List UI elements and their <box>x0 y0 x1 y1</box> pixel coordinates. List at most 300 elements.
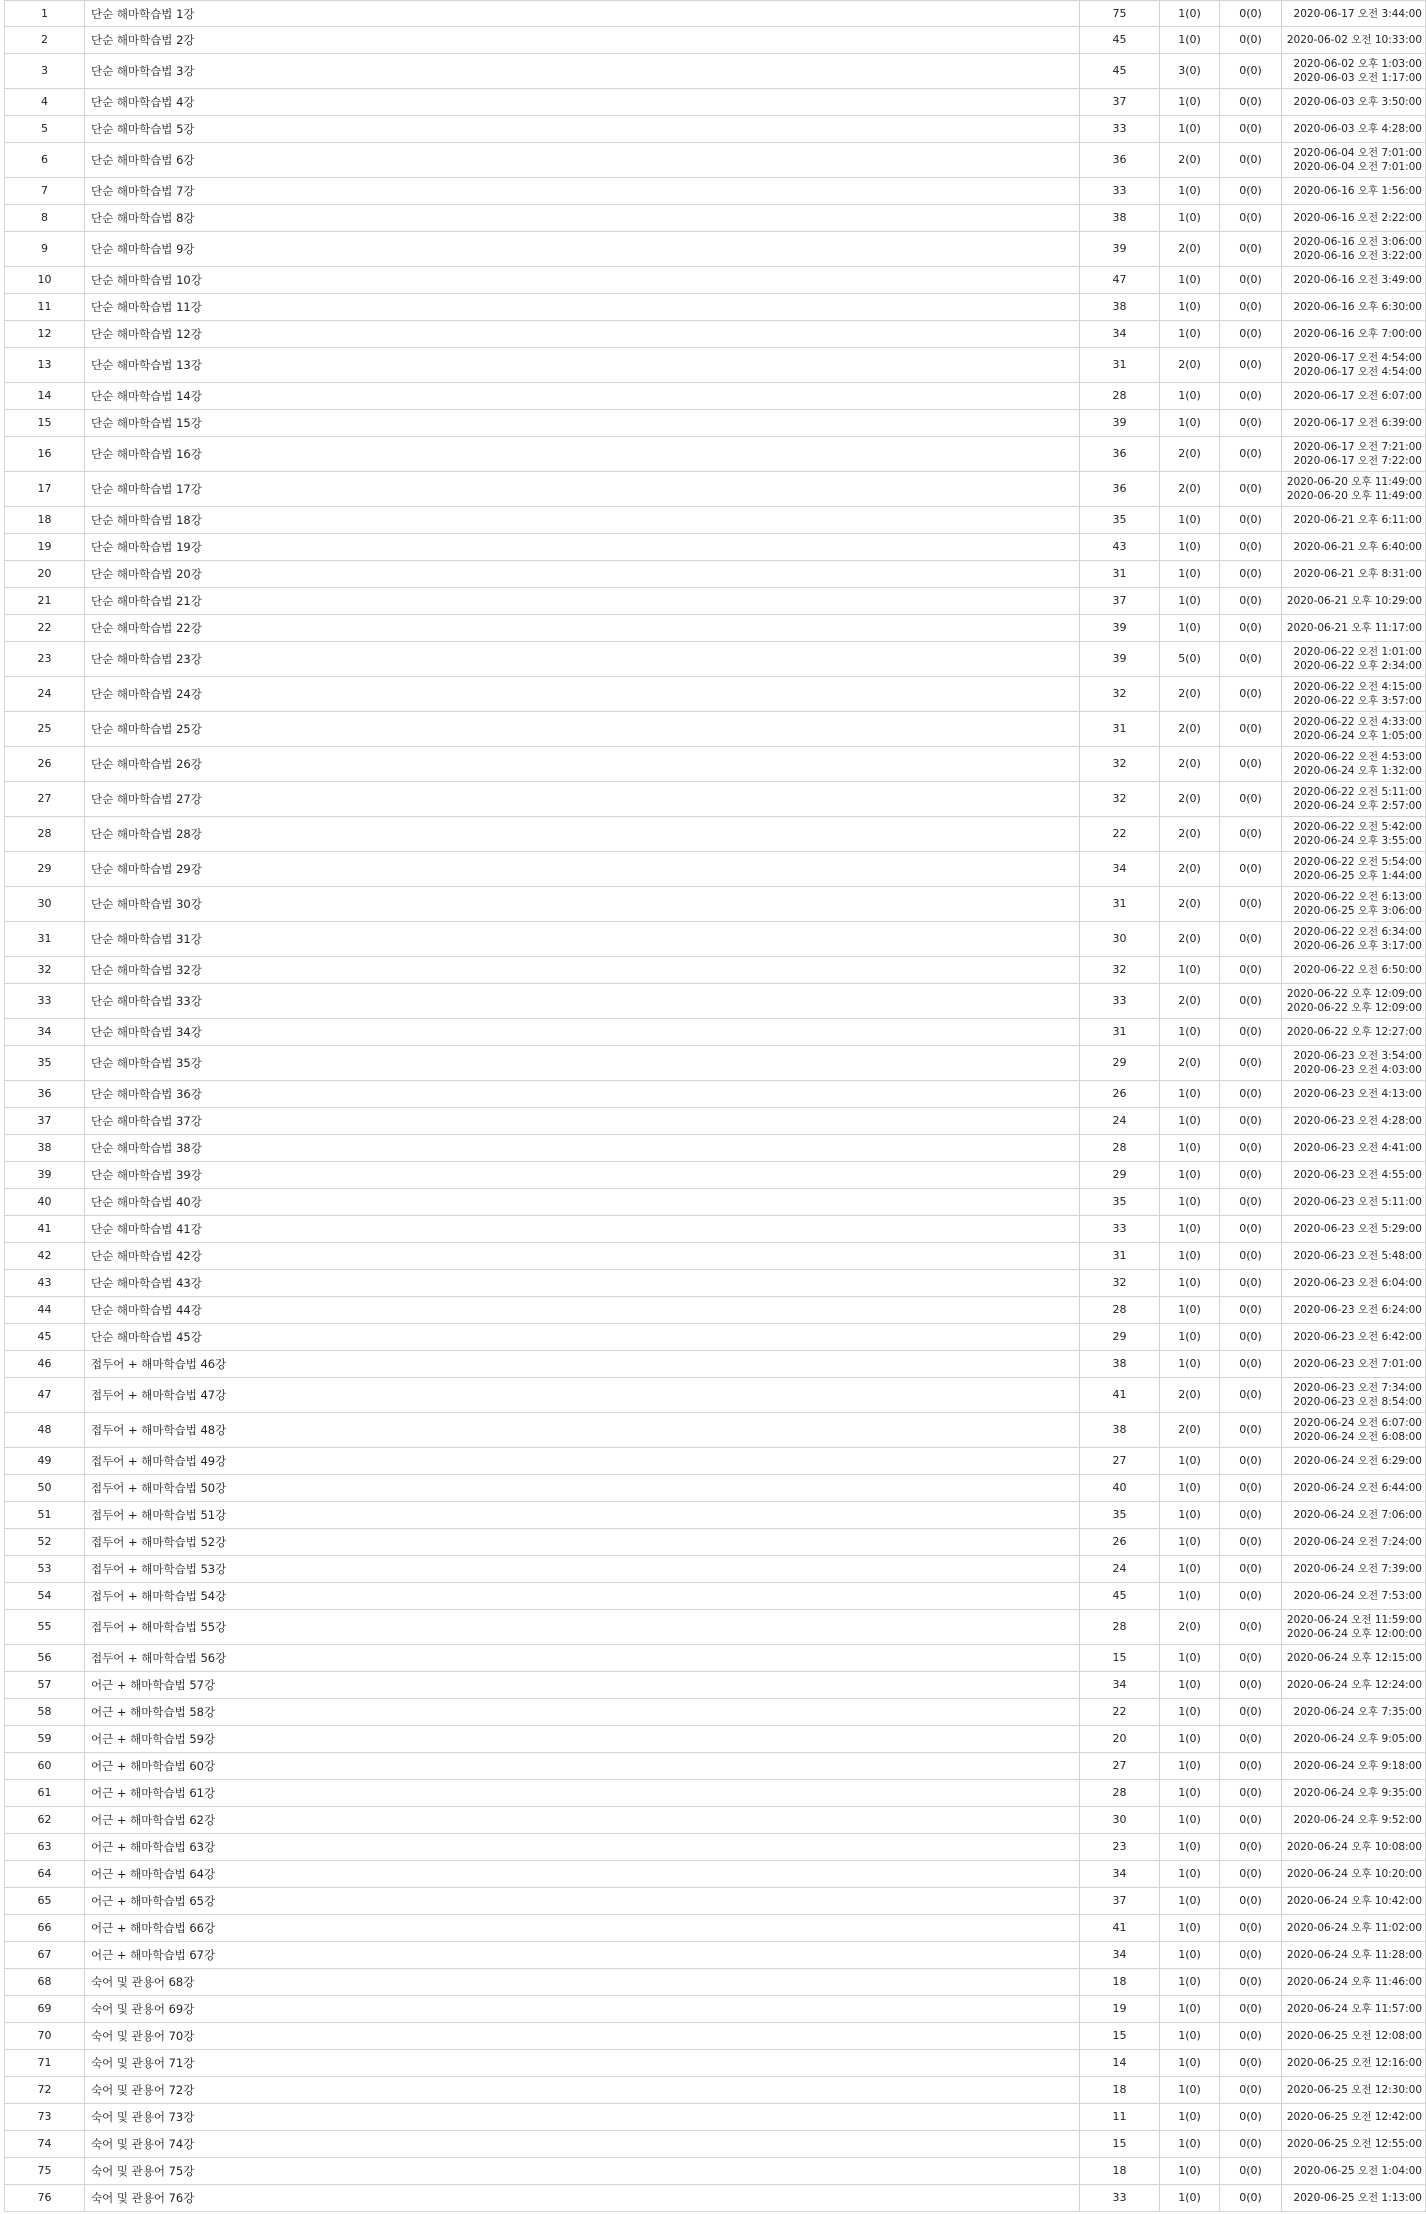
datetime-line: 2020-06-23 오전 7:01:00 <box>1293 1358 1422 1370</box>
error-count: 0(0) <box>1219 1556 1281 1582</box>
study-datetime <box>1281 1753 1426 1779</box>
error-count: 0(0) <box>1219 1699 1281 1725</box>
table-row <box>4 205 1426 232</box>
table-row <box>4 534 1426 561</box>
lecture-length: 33 <box>1079 1216 1159 1242</box>
view-count: 2(0) <box>1159 437 1219 471</box>
lecture-length: 15 <box>1079 2131 1159 2157</box>
lecture-length: 32 <box>1079 677 1159 711</box>
error-count: 0(0) <box>1219 1243 1281 1269</box>
error-count: 0(0) <box>1219 2104 1281 2130</box>
view-count: 2(0) <box>1159 232 1219 266</box>
datetime-line: 2020-06-23 오전 4:03:00 <box>1293 1064 1422 1076</box>
lecture-title: 단순 해마학습법 13강 <box>84 348 1079 382</box>
table-row <box>4 1699 1426 1726</box>
study-datetime <box>1281 561 1426 587</box>
view-count: 1(0) <box>1159 2104 1219 2130</box>
lecture-title: 단순 해마학습법 41강 <box>84 1216 1079 1242</box>
lecture-title: 어근 + 해마학습법 57강 <box>84 1672 1079 1698</box>
error-count: 0(0) <box>1219 205 1281 231</box>
lecture-length: 35 <box>1079 507 1159 533</box>
study-datetime <box>1281 294 1426 320</box>
lecture-length: 36 <box>1079 143 1159 177</box>
error-count: 0(0) <box>1219 1448 1281 1474</box>
row-number: 66 <box>4 1915 84 1941</box>
row-number: 2 <box>4 27 84 53</box>
datetime-line: 2020-06-22 오전 5:11:00 <box>1293 786 1422 798</box>
error-count: 0(0) <box>1219 1529 1281 1555</box>
lecture-length: 43 <box>1079 534 1159 560</box>
row-number: 54 <box>4 1583 84 1609</box>
study-datetime <box>1281 1189 1426 1215</box>
lecture-title: 단순 해마학습법 24강 <box>84 677 1079 711</box>
row-number: 20 <box>4 561 84 587</box>
view-count: 2(0) <box>1159 1610 1219 1644</box>
table-row <box>4 2023 1426 2050</box>
error-count: 0(0) <box>1219 1502 1281 1528</box>
error-count: 0(0) <box>1219 116 1281 142</box>
row-number: 74 <box>4 2131 84 2157</box>
study-datetime <box>1281 1413 1426 1447</box>
error-count: 0(0) <box>1219 89 1281 115</box>
datetime-line: 2020-06-21 오후 6:40:00 <box>1293 541 1422 553</box>
study-datetime <box>1281 1556 1426 1582</box>
row-number: 17 <box>4 472 84 506</box>
row-number: 60 <box>4 1753 84 1779</box>
error-count: 0(0) <box>1219 561 1281 587</box>
table-row <box>4 1081 1426 1108</box>
lecture-length: 14 <box>1079 2050 1159 2076</box>
row-number: 30 <box>4 887 84 921</box>
view-count: 1(0) <box>1159 410 1219 436</box>
datetime-line: 2020-06-22 오전 4:53:00 <box>1293 751 1422 763</box>
datetime-line: 2020-06-23 오전 4:28:00 <box>1293 1115 1422 1127</box>
table-row <box>4 1780 1426 1807</box>
table-row <box>4 1529 1426 1556</box>
view-count: 1(0) <box>1159 1297 1219 1323</box>
lecture-length: 34 <box>1079 852 1159 886</box>
error-count: 0(0) <box>1219 1861 1281 1887</box>
datetime-line: 2020-06-25 오전 12:55:00 <box>1286 2138 1422 2150</box>
lecture-title: 단순 해마학습법 39강 <box>84 1162 1079 1188</box>
view-count: 1(0) <box>1159 1888 1219 1914</box>
error-count: 0(0) <box>1219 321 1281 347</box>
view-count: 1(0) <box>1159 1556 1219 1582</box>
row-number: 58 <box>4 1699 84 1725</box>
row-number: 34 <box>4 1019 84 1045</box>
datetime-line: 2020-06-21 오후 8:31:00 <box>1293 568 1422 580</box>
lecture-title: 단순 해마학습법 15강 <box>84 410 1079 436</box>
study-datetime <box>1281 1780 1426 1806</box>
row-number: 69 <box>4 1996 84 2022</box>
table-row <box>4 267 1426 294</box>
lecture-title: 어근 + 해마학습법 61강 <box>84 1780 1079 1806</box>
datetime-line: 2020-06-24 오전 6:29:00 <box>1293 1455 1422 1467</box>
lecture-length: 18 <box>1079 2077 1159 2103</box>
view-count: 1(0) <box>1159 321 1219 347</box>
row-number: 75 <box>4 2158 84 2184</box>
error-count: 0(0) <box>1219 1610 1281 1644</box>
study-datetime <box>1281 588 1426 614</box>
error-count: 0(0) <box>1219 984 1281 1018</box>
table-row <box>4 2077 1426 2104</box>
datetime-line: 2020-06-21 오후 10:29:00 <box>1286 595 1422 607</box>
view-count: 2(0) <box>1159 712 1219 746</box>
lecture-length: 38 <box>1079 1351 1159 1377</box>
lecture-length: 31 <box>1079 348 1159 382</box>
study-datetime <box>1281 1270 1426 1296</box>
study-datetime <box>1281 1583 1426 1609</box>
lecture-length: 35 <box>1079 1502 1159 1528</box>
datetime-line: 2020-06-24 오후 1:32:00 <box>1293 765 1422 777</box>
datetime-line: 2020-06-25 오전 12:08:00 <box>1286 2030 1422 2042</box>
view-count: 1(0) <box>1159 588 1219 614</box>
row-number: 65 <box>4 1888 84 1914</box>
lecture-length: 45 <box>1079 1583 1159 1609</box>
row-number: 15 <box>4 410 84 436</box>
study-datetime <box>1281 747 1426 781</box>
study-datetime <box>1281 1610 1426 1644</box>
row-number: 25 <box>4 712 84 746</box>
view-count: 1(0) <box>1159 534 1219 560</box>
view-count: 1(0) <box>1159 1529 1219 1555</box>
lecture-length: 45 <box>1079 54 1159 88</box>
study-datetime <box>1281 1297 1426 1323</box>
lecture-title: 접두어 + 해마학습법 46강 <box>84 1351 1079 1377</box>
view-count: 1(0) <box>1159 1915 1219 1941</box>
error-count: 0(0) <box>1219 1780 1281 1806</box>
lecture-length: 31 <box>1079 1019 1159 1045</box>
datetime-line: 2020-06-22 오전 6:50:00 <box>1293 964 1422 976</box>
study-datetime <box>1281 1726 1426 1752</box>
lecture-title: 단순 해마학습법 27강 <box>84 782 1079 816</box>
row-number: 45 <box>4 1324 84 1350</box>
table-row <box>4 1610 1426 1645</box>
lecture-title: 단순 해마학습법 29강 <box>84 852 1079 886</box>
error-count: 0(0) <box>1219 1019 1281 1045</box>
table-row <box>4 747 1426 782</box>
row-number: 16 <box>4 437 84 471</box>
table-row <box>4 1672 1426 1699</box>
view-count: 1(0) <box>1159 116 1219 142</box>
lecture-length: 31 <box>1079 561 1159 587</box>
row-number: 48 <box>4 1413 84 1447</box>
row-number: 12 <box>4 321 84 347</box>
study-datetime <box>1281 1834 1426 1860</box>
lecture-title: 숙어 및 관용어 68강 <box>84 1969 1079 1995</box>
table-row <box>4 2158 1426 2185</box>
view-count: 1(0) <box>1159 1942 1219 1968</box>
error-count: 0(0) <box>1219 410 1281 436</box>
error-count: 0(0) <box>1219 534 1281 560</box>
row-number: 26 <box>4 747 84 781</box>
table-row <box>4 1243 1426 1270</box>
lecture-title: 접두어 + 해마학습법 47강 <box>84 1378 1079 1412</box>
row-number: 6 <box>4 143 84 177</box>
row-number: 38 <box>4 1135 84 1161</box>
table-row <box>4 1834 1426 1861</box>
datetime-line: 2020-06-03 오후 4:28:00 <box>1293 123 1422 135</box>
study-datetime <box>1281 922 1426 956</box>
lecture-title: 단순 해마학습법 44강 <box>84 1297 1079 1323</box>
lecture-title: 단순 해마학습법 43강 <box>84 1270 1079 1296</box>
lecture-title: 어근 + 해마학습법 65강 <box>84 1888 1079 1914</box>
datetime-line: 2020-06-24 오전 6:08:00 <box>1293 1431 1422 1443</box>
lecture-title: 단순 해마학습법 11강 <box>84 294 1079 320</box>
view-count: 1(0) <box>1159 1108 1219 1134</box>
lecture-title: 단순 해마학습법 4강 <box>84 89 1079 115</box>
row-number: 72 <box>4 2077 84 2103</box>
lecture-title: 어근 + 해마학습법 63강 <box>84 1834 1079 1860</box>
error-count: 0(0) <box>1219 1378 1281 1412</box>
datetime-line: 2020-06-22 오후 12:09:00 <box>1286 1002 1422 1014</box>
row-number: 49 <box>4 1448 84 1474</box>
row-number: 57 <box>4 1672 84 1698</box>
lecture-length: 34 <box>1079 321 1159 347</box>
view-count: 1(0) <box>1159 1081 1219 1107</box>
study-datetime <box>1281 2077 1426 2103</box>
error-count: 0(0) <box>1219 747 1281 781</box>
table-row <box>4 1502 1426 1529</box>
lecture-length: 11 <box>1079 2104 1159 2130</box>
study-datetime <box>1281 54 1426 88</box>
datetime-line: 2020-06-22 오후 12:27:00 <box>1286 1026 1422 1038</box>
lecture-title: 단순 해마학습법 5강 <box>84 116 1079 142</box>
lecture-progress-table <box>4 0 1426 2212</box>
datetime-line: 2020-06-22 오전 5:42:00 <box>1293 821 1422 833</box>
lecture-title: 숙어 및 관용어 74강 <box>84 2131 1079 2157</box>
lecture-length: 31 <box>1079 1243 1159 1269</box>
datetime-line: 2020-06-24 오후 11:46:00 <box>1286 1976 1422 1988</box>
table-row <box>4 383 1426 410</box>
table-row <box>4 1162 1426 1189</box>
error-count: 0(0) <box>1219 383 1281 409</box>
error-count: 0(0) <box>1219 1351 1281 1377</box>
row-number: 1 <box>4 1 84 26</box>
view-count: 1(0) <box>1159 1162 1219 1188</box>
lecture-title: 단순 해마학습법 20강 <box>84 561 1079 587</box>
view-count: 1(0) <box>1159 1448 1219 1474</box>
study-datetime <box>1281 852 1426 886</box>
study-datetime <box>1281 27 1426 53</box>
row-number: 59 <box>4 1726 84 1752</box>
row-number: 36 <box>4 1081 84 1107</box>
error-count: 0(0) <box>1219 2158 1281 2184</box>
datetime-line: 2020-06-22 오후 2:34:00 <box>1293 660 1422 672</box>
datetime-line: 2020-06-21 오후 6:11:00 <box>1293 514 1422 526</box>
datetime-line: 2020-06-22 오전 4:33:00 <box>1293 716 1422 728</box>
view-count: 5(0) <box>1159 642 1219 676</box>
lecture-title: 단순 해마학습법 30강 <box>84 887 1079 921</box>
view-count: 2(0) <box>1159 1413 1219 1447</box>
study-datetime <box>1281 2104 1426 2130</box>
row-number: 42 <box>4 1243 84 1269</box>
view-count: 1(0) <box>1159 2077 1219 2103</box>
study-datetime <box>1281 1529 1426 1555</box>
lecture-length: 24 <box>1079 1556 1159 1582</box>
row-number: 7 <box>4 178 84 204</box>
datetime-line: 2020-06-04 오전 7:01:00 <box>1293 161 1422 173</box>
error-count: 0(0) <box>1219 27 1281 53</box>
view-count: 1(0) <box>1159 1996 1219 2022</box>
table-row <box>4 2185 1426 2212</box>
datetime-line: 2020-06-23 오전 7:34:00 <box>1293 1382 1422 1394</box>
table-row <box>4 1475 1426 1502</box>
table-row <box>4 1753 1426 1780</box>
row-number: 28 <box>4 817 84 851</box>
study-datetime <box>1281 232 1426 266</box>
lecture-length: 33 <box>1079 116 1159 142</box>
datetime-line: 2020-06-24 오전 7:39:00 <box>1293 1563 1422 1575</box>
datetime-line: 2020-06-24 오후 9:52:00 <box>1293 1814 1422 1826</box>
lecture-length: 40 <box>1079 1475 1159 1501</box>
datetime-line: 2020-06-23 오전 6:24:00 <box>1293 1304 1422 1316</box>
datetime-line: 2020-06-24 오후 3:55:00 <box>1293 835 1422 847</box>
datetime-line: 2020-06-03 오후 3:50:00 <box>1293 96 1422 108</box>
datetime-line: 2020-06-02 오전 10:33:00 <box>1286 34 1422 46</box>
datetime-line: 2020-06-24 오전 7:06:00 <box>1293 1509 1422 1521</box>
view-count: 1(0) <box>1159 1726 1219 1752</box>
study-datetime <box>1281 782 1426 816</box>
row-number: 14 <box>4 383 84 409</box>
lecture-length: 39 <box>1079 410 1159 436</box>
view-count: 1(0) <box>1159 1135 1219 1161</box>
error-count: 0(0) <box>1219 178 1281 204</box>
study-datetime <box>1281 1135 1426 1161</box>
table-row <box>4 642 1426 677</box>
study-datetime <box>1281 677 1426 711</box>
view-count: 2(0) <box>1159 852 1219 886</box>
lecture-length: 32 <box>1079 1270 1159 1296</box>
table-row <box>4 1297 1426 1324</box>
lecture-length: 33 <box>1079 984 1159 1018</box>
error-count: 0(0) <box>1219 712 1281 746</box>
datetime-line: 2020-06-17 오전 4:54:00 <box>1293 352 1422 364</box>
lecture-length: 39 <box>1079 615 1159 641</box>
table-row <box>4 782 1426 817</box>
datetime-line: 2020-06-24 오후 2:57:00 <box>1293 800 1422 812</box>
lecture-title: 접두어 + 해마학습법 52강 <box>84 1529 1079 1555</box>
error-count: 0(0) <box>1219 1297 1281 1323</box>
datetime-line: 2020-06-16 오후 7:00:00 <box>1293 328 1422 340</box>
view-count: 1(0) <box>1159 1699 1219 1725</box>
lecture-title: 숙어 및 관용어 71강 <box>84 2050 1079 2076</box>
table-row <box>4 294 1426 321</box>
lecture-title: 어근 + 해마학습법 59강 <box>84 1726 1079 1752</box>
view-count: 1(0) <box>1159 1475 1219 1501</box>
datetime-line: 2020-06-04 오전 7:01:00 <box>1293 147 1422 159</box>
error-count: 0(0) <box>1219 507 1281 533</box>
datetime-line: 2020-06-25 오전 12:16:00 <box>1286 2057 1422 2069</box>
error-count: 0(0) <box>1219 2050 1281 2076</box>
datetime-line: 2020-06-24 오후 11:02:00 <box>1286 1922 1422 1934</box>
error-count: 0(0) <box>1219 1108 1281 1134</box>
lecture-length: 28 <box>1079 1610 1159 1644</box>
study-datetime <box>1281 2158 1426 2184</box>
table-row <box>4 852 1426 887</box>
datetime-line: 2020-06-17 오전 7:22:00 <box>1293 455 1422 467</box>
table-row <box>4 1556 1426 1583</box>
error-count: 0(0) <box>1219 957 1281 983</box>
error-count: 0(0) <box>1219 887 1281 921</box>
view-count: 2(0) <box>1159 922 1219 956</box>
lecture-title: 어근 + 해마학습법 60강 <box>84 1753 1079 1779</box>
error-count: 0(0) <box>1219 1672 1281 1698</box>
study-datetime <box>1281 642 1426 676</box>
lecture-length: 34 <box>1079 1861 1159 1887</box>
study-datetime <box>1281 887 1426 921</box>
table-row <box>4 887 1426 922</box>
datetime-line: 2020-06-24 오후 12:24:00 <box>1286 1679 1422 1691</box>
study-datetime <box>1281 1969 1426 1995</box>
view-count: 1(0) <box>1159 615 1219 641</box>
lecture-title: 단순 해마학습법 35강 <box>84 1046 1079 1080</box>
study-datetime <box>1281 116 1426 142</box>
table-row <box>4 1861 1426 1888</box>
datetime-line: 2020-06-16 오후 6:30:00 <box>1293 301 1422 313</box>
datetime-line: 2020-06-16 오전 3:22:00 <box>1293 250 1422 262</box>
table-row <box>4 1888 1426 1915</box>
row-number: 68 <box>4 1969 84 1995</box>
error-count: 0(0) <box>1219 1969 1281 1995</box>
lecture-length: 41 <box>1079 1378 1159 1412</box>
lecture-title: 단순 해마학습법 3강 <box>84 54 1079 88</box>
lecture-length: 19 <box>1079 1996 1159 2022</box>
row-number: 51 <box>4 1502 84 1528</box>
lecture-title: 접두어 + 해마학습법 51강 <box>84 1502 1079 1528</box>
lecture-length: 36 <box>1079 437 1159 471</box>
lecture-title: 숙어 및 관용어 75강 <box>84 2158 1079 2184</box>
lecture-title: 단순 해마학습법 6강 <box>84 143 1079 177</box>
table-row <box>4 1046 1426 1081</box>
study-datetime <box>1281 1645 1426 1671</box>
row-number: 33 <box>4 984 84 1018</box>
table-row <box>4 588 1426 615</box>
lecture-length: 38 <box>1079 205 1159 231</box>
error-count: 0(0) <box>1219 1645 1281 1671</box>
lecture-title: 어근 + 해마학습법 67강 <box>84 1942 1079 1968</box>
study-datetime <box>1281 1861 1426 1887</box>
table-row <box>4 957 1426 984</box>
lecture-length: 15 <box>1079 1645 1159 1671</box>
error-count: 0(0) <box>1219 348 1281 382</box>
view-count: 2(0) <box>1159 143 1219 177</box>
lecture-length: 34 <box>1079 1672 1159 1698</box>
row-number: 11 <box>4 294 84 320</box>
lecture-length: 28 <box>1079 1135 1159 1161</box>
lecture-title: 숙어 및 관용어 76강 <box>84 2185 1079 2211</box>
lecture-title: 어근 + 해마학습법 66강 <box>84 1915 1079 1941</box>
view-count: 1(0) <box>1159 294 1219 320</box>
datetime-line: 2020-06-16 오전 3:49:00 <box>1293 274 1422 286</box>
error-count: 0(0) <box>1219 1081 1281 1107</box>
datetime-line: 2020-06-22 오후 3:57:00 <box>1293 695 1422 707</box>
row-number: 44 <box>4 1297 84 1323</box>
datetime-line: 2020-06-23 오전 4:13:00 <box>1293 1088 1422 1100</box>
lecture-length: 24 <box>1079 1108 1159 1134</box>
lecture-length: 32 <box>1079 957 1159 983</box>
error-count: 0(0) <box>1219 588 1281 614</box>
view-count: 1(0) <box>1159 957 1219 983</box>
lecture-title: 단순 해마학습법 28강 <box>84 817 1079 851</box>
row-number: 64 <box>4 1861 84 1887</box>
lecture-length: 35 <box>1079 1189 1159 1215</box>
study-datetime <box>1281 472 1426 506</box>
error-count: 0(0) <box>1219 1 1281 26</box>
lecture-title: 단순 해마학습법 37강 <box>84 1108 1079 1134</box>
study-datetime <box>1281 1448 1426 1474</box>
study-datetime <box>1281 2131 1426 2157</box>
